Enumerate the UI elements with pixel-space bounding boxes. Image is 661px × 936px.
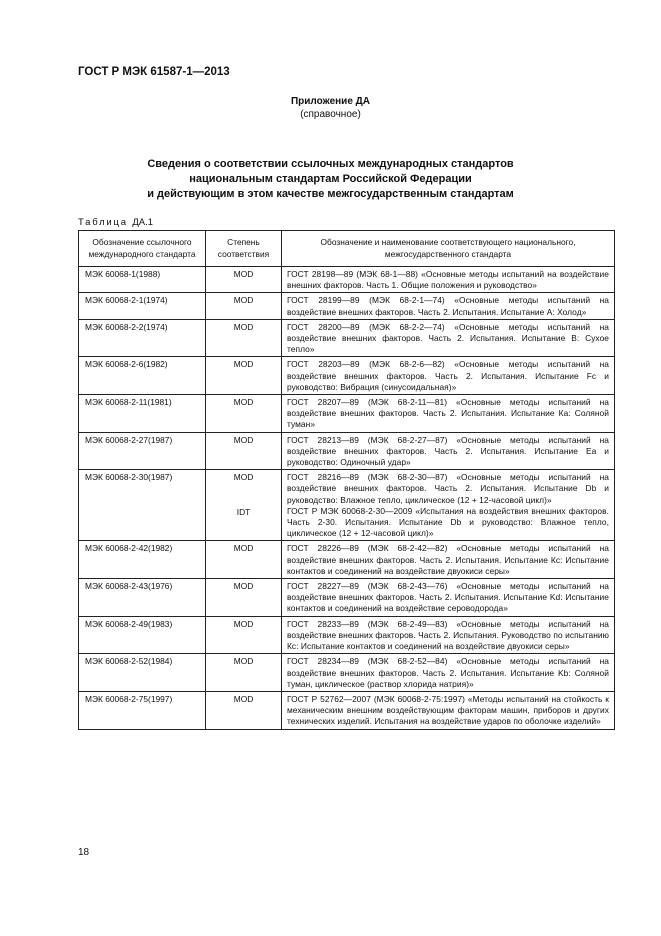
national-standard-text: ГОСТ 28234—89 (МЭК 68-2-52—84) «Основные методы испытаний на воздействие внешних факторов. Часть 2. Испытания. Испытание Kb: Соляной туман, циклическое (раствор хлорида натрия)» <box>287 656 609 689</box>
degree-cell <box>206 691 282 729</box>
national-standard-cell <box>282 691 615 729</box>
degree-cell <box>206 319 282 357</box>
degree-value: MOD <box>233 359 254 370</box>
column-header-national-standard: Обозначение и наименование соответствующего национального, межгосударственного стандарта <box>282 231 615 267</box>
table-caption-label: Таблица <box>78 217 128 228</box>
degree-value: MOD <box>233 581 254 592</box>
national-standard-text: ГОСТ 28216—89 (МЭК 68-2-30—87) «Основные методы испытаний на воздействие внешних факторов. Часть 2. Испытания. Испытание Db и руководство: Влажное тепло, циклическое (12 + 12-часовой цикл)» <box>287 472 609 505</box>
intl-standard-cell: МЭК 60068-2-49(1983) <box>79 616 206 654</box>
degree-value: MOD <box>233 321 254 332</box>
degree-value: MOD <box>233 656 254 667</box>
table-row <box>79 541 615 579</box>
degree-value: MOD <box>233 543 254 554</box>
table-row <box>79 470 615 541</box>
section-title <box>0 157 661 202</box>
national-standard-cell <box>282 293 615 319</box>
annex-title: Приложение ДА <box>290 96 371 107</box>
national-standard-text: ГОСТ 28227—89 (МЭК 68-2-43—76) «Основные методы испытаний на воздействие внешних факторов. Часть 2. Испытания. Испытание Kd: Испытание контактов и соединений на воздействие сероводорода» <box>287 581 609 614</box>
national-standard-cell <box>282 395 615 433</box>
national-standard-cell <box>282 319 615 357</box>
degree-cell <box>206 541 282 579</box>
table-row <box>79 395 615 433</box>
degree-value: MOD <box>233 269 254 279</box>
national-standard-text: ГОСТ 28207—89 (МЭК 68-2-11—81) «Основные методы испытаний на воздействие внешних факторов. Часть 2. Испытания. Испытание Ка: Соляной туман» <box>287 397 609 430</box>
table-caption-number: ДА.1 <box>132 217 154 228</box>
table-header-row <box>79 231 615 267</box>
table-caption <box>78 217 153 228</box>
national-standard-text: ГОСТ 28199—89 (МЭК 68-2-1—74) «Основные методы испытаний на воздействие внешних факторов. Часть 2. Испытания. Испытание А: Холод» <box>287 295 609 317</box>
degree-value: MOD <box>233 618 254 629</box>
degree-cell <box>206 654 282 692</box>
degree-cell <box>206 470 282 541</box>
intl-standard-cell: МЭК 60068-2-43(1976) <box>79 579 206 617</box>
section-title-line: и действующим в этом качестве межгосударственным стандартам <box>147 188 514 200</box>
national-standard-cell <box>282 470 615 541</box>
intl-standard-cell: МЭК 60068-2-6(1982) <box>79 357 206 395</box>
national-standard-cell <box>282 579 615 617</box>
section-title-line: национальным стандартам Российской Федерации <box>189 173 472 185</box>
column-header-degree: Степень соответствия <box>206 231 282 267</box>
table-row <box>79 691 615 729</box>
intl-standard-cell: МЭК 60068-2-75(1997) <box>79 691 206 729</box>
degree-cell <box>206 432 282 470</box>
national-standard-text: ГОСТ Р МЭК 60068-2-30—2009 «Испытания на воздействия внешних факторов. Часть 2-30. Испытания. Испытание Db и руководство: Влажное тепло, циклическое (12 + 12-часовой цикл)» <box>287 505 609 539</box>
national-standard-cell <box>282 541 615 579</box>
national-standard-text: ГОСТ 28233—89 (МЭК 68-2-49—83) «Основные методы испытаний на воздействие внешних факторов. Часть 2. Испытания. Руководство по испытанию Кс: Испытание контактов и соединений на воздействие двуокиси серы» <box>287 618 609 652</box>
column-header-intl-standard: Обозначение ссылочного международного стандарта <box>79 231 206 267</box>
national-standard-cell <box>282 654 615 692</box>
table-row <box>79 293 615 319</box>
table-row <box>79 357 615 395</box>
national-standard-text: ГОСТ 28198—89 (МЭК 68-1—88) «Основные методы испытаний на воздействие внешних факторов. Часть 1. Общие положения и руководство» <box>287 269 609 291</box>
degree-value: IDT <box>236 507 251 518</box>
intl-standard-cell: МЭК 60068-2-27(1987) <box>79 432 206 470</box>
table-row <box>79 432 615 470</box>
intl-standard-cell: МЭК 60068-2-42(1982) <box>79 541 206 579</box>
national-standard-text: ГОСТ 28226—89 (МЭК 68-2-42—82) «Основные методы испытаний на воздействие внешних факторов. Часть 2. Испытания. Испытание Кс: Испытание контактов и соединений на воздействие двуокиси серы» <box>287 543 609 576</box>
table-row <box>79 267 615 293</box>
intl-standard-cell: МЭК 60068-2-30(1987) <box>79 470 206 541</box>
intl-standard-cell: МЭК 60068-1(1988) <box>79 267 206 293</box>
degree-value: MOD <box>233 397 254 408</box>
correspondence-table <box>78 230 615 730</box>
annex-subtitle: (справочное) <box>300 108 361 120</box>
annex-heading <box>0 96 661 121</box>
national-standard-cell <box>282 432 615 470</box>
national-standard-cell <box>282 616 615 654</box>
intl-standard-cell: МЭК 60068-2-1(1974) <box>79 293 206 319</box>
table-row <box>79 654 615 692</box>
national-standard-text: ГОСТ 28213—89 (МЭК 68-2-27—87) «Основные методы испытаний на воздействие внешних факторов. Часть 2. Испытания. Испытание Еа и руководство: Одиночный удар» <box>287 434 609 468</box>
table-body <box>79 267 615 730</box>
document-code-header: ГОСТ Р МЭК 61587-1—2013 <box>78 66 230 78</box>
intl-standard-cell: МЭК 60068-2-52(1984) <box>79 654 206 692</box>
section-title-line: Сведения о соответствии ссылочных международных стандартов <box>147 158 514 170</box>
intl-standard-cell: МЭК 60068-2-2(1974) <box>79 319 206 357</box>
degree-cell <box>206 293 282 319</box>
degree-value: MOD <box>233 295 254 306</box>
table-row <box>79 319 615 357</box>
national-standard-text: ГОСТ 28200—89 (МЭК 68-2-2—74) «Основные методы испытаний на воздействие внешних факторов. Часть 2. Испытания. Испытание В: Сухое тепло» <box>287 321 609 355</box>
national-standard-cell <box>282 267 615 293</box>
degree-cell <box>206 395 282 433</box>
degree-cell <box>206 579 282 617</box>
table-row <box>79 616 615 654</box>
intl-standard-cell: МЭК 60068-2-11(1981) <box>79 395 206 433</box>
national-standard-text: ГОСТ 28203—89 (МЭК 68-2-6—82) «Основные методы испытаний на воздействие внешних факторов. Часть 2. Испытания. Испытание Fc и руководство: Вибрация (синусоидальная)» <box>287 359 609 392</box>
degree-cell <box>206 616 282 654</box>
degree-value: MOD <box>233 472 254 483</box>
degree-value: MOD <box>233 693 254 704</box>
national-standard-cell <box>282 357 615 395</box>
national-standard-text: ГОСТ Р 52762—2007 (МЭК 60068-2-75:1997) «Методы испытаний на стойкость к механическим внешним воздействующим факторам машин, приборов и других технических изделий. Испытания на воздействие ударов по оболочке изделий» <box>287 693 609 727</box>
page-number: 18 <box>78 847 90 858</box>
degree-value: MOD <box>233 434 254 445</box>
degree-cell <box>206 357 282 395</box>
table-row <box>79 579 615 617</box>
degree-cell <box>206 267 282 293</box>
